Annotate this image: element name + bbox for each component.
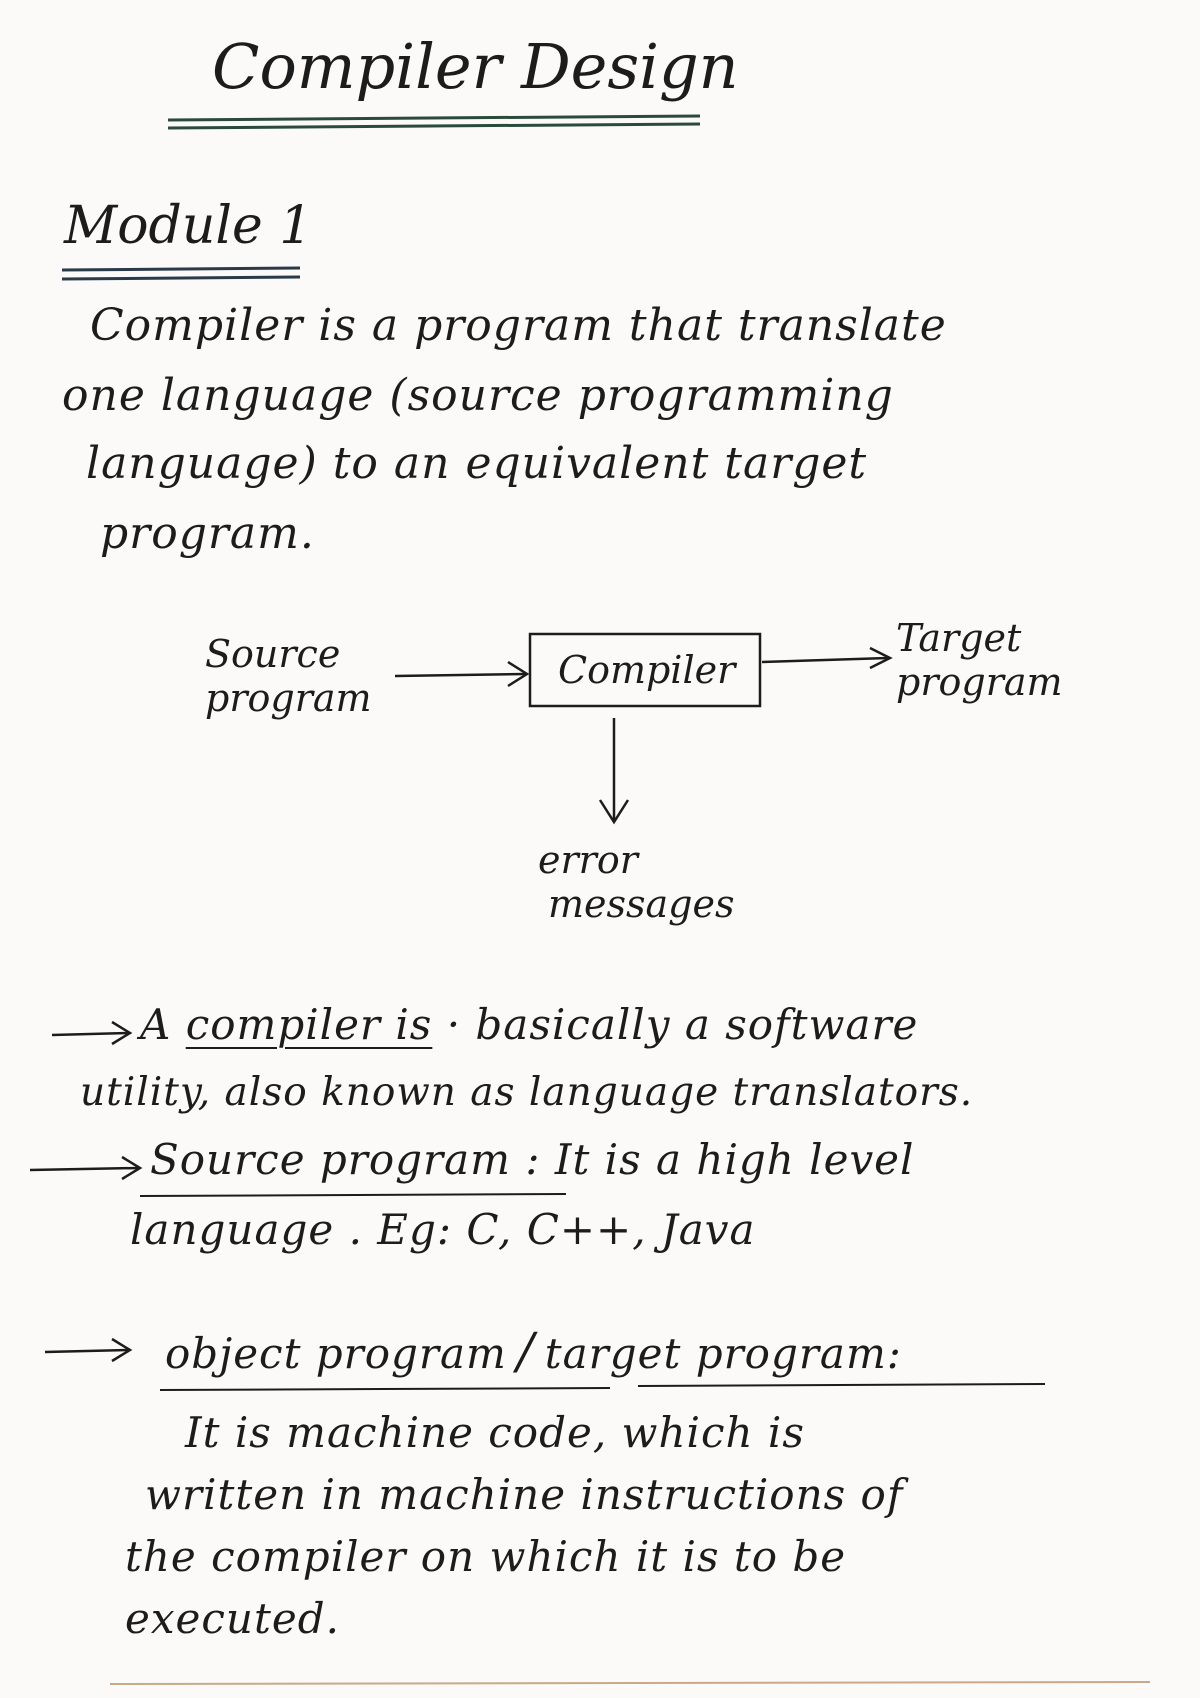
note-source-rest: : It is a high level bbox=[511, 1135, 915, 1184]
diagram-source-line-2: program bbox=[205, 676, 372, 720]
diagram-compiler-label: Compiler bbox=[558, 648, 736, 692]
diagram-target-line-1: Target bbox=[896, 616, 1022, 660]
bullet-arrow-2 bbox=[30, 1157, 140, 1179]
definition-line-3: language) to an equivalent target bbox=[86, 438, 868, 489]
note-compiler-line-1 bbox=[140, 1000, 918, 1049]
note-source-term: Source program bbox=[150, 1135, 511, 1184]
page-title: Compiler Design bbox=[212, 30, 739, 103]
note-object-separator: / bbox=[516, 1322, 535, 1380]
diagram-source-label bbox=[205, 632, 372, 720]
arrow-compiler-to-error bbox=[600, 718, 628, 822]
underline-object-program bbox=[160, 1388, 610, 1390]
note-object-line-3: written in machine instructions of bbox=[145, 1470, 904, 1519]
definition-line-2: one language (source programming bbox=[62, 370, 894, 421]
underline-target-program bbox=[638, 1384, 1045, 1386]
module-underline bbox=[62, 268, 300, 270]
bullet-arrow-3 bbox=[45, 1339, 130, 1361]
note-target-term: target program bbox=[544, 1329, 887, 1378]
note-object-line-1 bbox=[165, 1322, 902, 1380]
arrow-source-to-compiler bbox=[395, 662, 527, 686]
diagram-source-line-1: Source bbox=[205, 632, 341, 676]
title-underline bbox=[168, 116, 700, 120]
note-compiler-prefix: A bbox=[140, 1000, 186, 1049]
note-object-line-4: the compiler on which it is to be bbox=[125, 1532, 847, 1581]
title-underline-2 bbox=[168, 124, 700, 128]
arrow-compiler-to-target bbox=[762, 648, 890, 668]
note-object-line-5: executed. bbox=[125, 1594, 340, 1643]
definition-line-1: Compiler is a program that translate bbox=[90, 300, 947, 351]
page-bottom-rule bbox=[110, 1682, 1150, 1684]
underline-source-program bbox=[140, 1194, 566, 1196]
note-compiler-line-2: utility, also known as language translators. bbox=[80, 1070, 974, 1115]
module-heading: Module 1 bbox=[64, 196, 313, 256]
diagram-error-line-2: messages bbox=[548, 882, 735, 926]
note-object-line-2: It is machine code, which is bbox=[185, 1408, 805, 1457]
note-source-examples: . Eg: C, C++, Java bbox=[334, 1205, 756, 1254]
note-source-line-2 bbox=[130, 1205, 756, 1254]
note-object-colon: : bbox=[886, 1329, 902, 1378]
note-compiler-term: compiler is bbox=[185, 1000, 433, 1049]
diagram-error-label bbox=[538, 838, 735, 926]
note-object-term: object program bbox=[165, 1329, 507, 1378]
diagram-target-line-2: program bbox=[896, 660, 1063, 704]
diagram-error-line-1: error bbox=[538, 838, 638, 882]
diagram-target-label bbox=[896, 616, 1063, 704]
module-underline-2 bbox=[62, 277, 300, 279]
definition-line-4: program. bbox=[100, 508, 315, 559]
note-source-language: language bbox=[130, 1205, 335, 1254]
note-source-line-1 bbox=[150, 1135, 914, 1184]
bullet-arrow-1 bbox=[52, 1022, 130, 1044]
note-compiler-rest: · basically a software bbox=[432, 1000, 919, 1049]
